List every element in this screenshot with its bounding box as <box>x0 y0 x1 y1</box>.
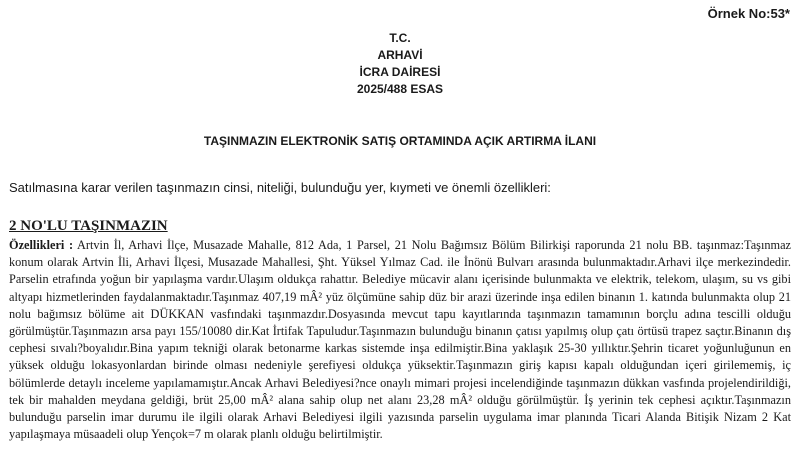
sample-number: Örnek No:53* <box>707 6 790 21</box>
header-line-case-number: 2025/488 ESAS <box>356 82 444 96</box>
features-label: Özellikleri : <box>9 238 74 252</box>
features-text: Artvin İl, Arhavi İlçe, Musazade Mahalle, 812 Ada, 1 Parsel, 21 Nolu Bağımsız Bölüm Bilirkişi raporunda 21 nolu BB. taşınmaz:Taşınmaz konum olarak Artvin İli, Arhavi İlçesi, Musazade Mahallesi, Şht. Yüksel Yılmaz Cad. ile İnönü Bulvarı arasında bulunmaktadır.Arhavi ilçe merkezindedir. Parselin etrafında yoğun bir yapılaşma vardır.Ulaşım oldukça rahattır. Belediye mücavir alanı içerisinde bulunmakta ve elektrik, telekom, ulaşım, su vs gibi altyapı hizmetlerinden faydalanmaktadır.Taşınmaz 407,19 mÂ² yüz ölçümüne sahip düz bir arazi üzerinde inşa edilen binanın 1. katında bulunmakta olup 21 nolu bağımsız bölüme ait DÜKKAN vasfındaki taşınmazdır.Dosyasında mevcut tapu kayıtlarında taşınmazın tamamının borçlu adına tescilli olduğu görülmüştür.Taşınmazın arsa payı 155/10080 dir.Kat İrtifak Tapuludur.Taşınmazın bulunduğu binanın çatısı yapılmış olup çatı örtüsü trapez saçtır.Binanın dış cephesi sıvalı?boyalıdır.Bina yapım tekniği olarak betonarme karkas sistemde inşa edilmiştir.Bina yaklaşık 25-30 yıllıktır.Şehrin ticaret yoğunluğunun en yüksek olduğu lokasyonlardan birinde olması nedeniyle şerefiyesi oldukça yüksektir.Taşınmazın giriş kapısı kapalı olduğundan içeri girilememiş, iç bölümlerde detaylı inceleme yapılamamıştır.Ancak Arhavi Belediyesi?nce onaylı mimari projesi incelendiğinde taşınmazın dükkan vasfında projelendirildiği, tek bir mahalden meydana geldiği, brüt 25,00 mÂ² alana sahip olup net alanı 23,28 mÂ² olduğu görülmüştür. İş yerinin tek cephesi açıktır.Taşınmazın bulunduğu parselin imar durumu ile ilgili olarak Arhavi Belediyesi ilgili yazısında parselin uygulama imar planında Ticari Alanda Bitişik Nizam 2 Kat yapılaşmaya müsaadeli olup Yençok=7 m olarak planlı olduğu belirtilmiştir. <box>9 238 791 442</box>
document-title: TAŞINMAZIN ELEKTRONİK SATIŞ ORTAMINDA AÇIK ARTIRMA İLANI <box>203 134 597 148</box>
header-line-tc: T.C. <box>389 31 411 45</box>
header-line-office: İCRA DAİRESİ <box>359 65 441 79</box>
intro-text: Satılmasına karar verilen taşınmazın cinsi, niteliği, bulunduğu yer, kıymeti ve önemli özellikleri: <box>9 180 551 195</box>
features-paragraph <box>9 237 791 443</box>
document-header <box>0 30 800 98</box>
header-line-district: ARHAVİ <box>377 48 423 62</box>
section-heading: 2 NO'LU TAŞINMAZIN <box>9 218 168 234</box>
